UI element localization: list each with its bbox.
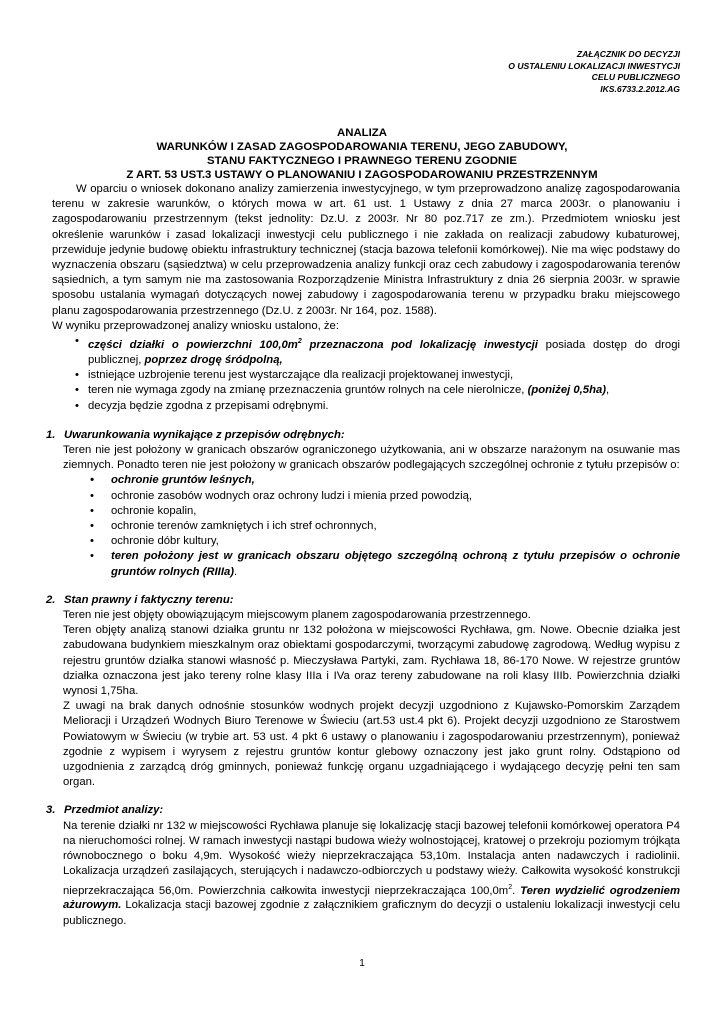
section-2-paragraph: Z uwagi na brak danych odnośnie stosunków wodnych projekt decyzji uzgodniono z Kujawsko-Pomorskim Zarządem Melioracji i Urządzeń Wodnych Biuro Terenowe w Świeciu (art.53 ust.4 pkt 6). Projekt decyzji uzgodniono ze Starostwem Powiatowym w Świeciu (w trybie art. 53 ust. 4 pkt 6 ustawy o planowaniu i zagospodarowaniu przestrzennym), ponieważ zgodnie z wypisem i wyrysem z rejestru gruntów kontur glebowy oznaczony jest jako grunt rolny. Odstąpiono od uzgodnienia z zarządcą dróg gminnych, ponieważ funkcję organu uzgadniającego i wydającego decyzję pełni ten sam organ.: [63, 700, 680, 789]
section-2-paragraph: Teren objęty analizą stanowi działka gruntu nr 132 położona w miejscowości Rychława, gm. Nowe. Obecnie działka jest zabudowana budynkiem mieszkalnym oraz obiektami gospodarczymi, tworzącymi zabudowę zagrodową. Według wypisu z rejestru gruntów działka stanowi własność p. Mieczysława Partyki, zam. Rychława 18, 86-170 Nowe. W rejestrze gruntów działka oznaczona jest jako tereny rolne klasy IIIa i IVa oraz tereny zabudowane na roli klasy IIIb. Powierzchnia działki wynosi 1,75ha.: [63, 624, 680, 698]
header-line-3: CELU PUBLICZNEGO: [591, 72, 680, 82]
intro-findings-lead: W wyniku przeprowadzonej analizy wniosku ustalono, że:: [52, 319, 339, 332]
section-2-paragraph: Teren nie jest objęty obowiązującym miejscowym planem zagospodarowania przestrzennego.: [63, 609, 531, 622]
section-2-heading: 2. Stan prawny i faktyczny terenu:: [46, 593, 234, 606]
finding-item: • teren nie wymaga zgody na zmianę przeznaczenia gruntów rolnych na cele nierolnicze, (poniżej 0,5ha),: [52, 383, 680, 398]
finding-item: • części działki o powierzchni $100,0m^2$ przeznaczona pod lokalizację inwestycji posiada dostęp do drogi publicznej, poprzez drogę śródpolną,: [52, 334, 680, 368]
document-body: [46, 182, 681, 929]
protection-item: • ochronie terenów zamkniętych i ich stref ochronnych,: [63, 519, 680, 534]
protection-item: • ochronie dóbr kultury,: [63, 534, 680, 549]
title-line-1: ANALIZA: [337, 127, 387, 139]
section-2: [46, 593, 680, 791]
section-1-text: Teren nie jest położony w granicach obszarów ograniczonego użytkowania, ani w obszarze narażonym na osuwanie mas ziemnych. Ponadto teren nie jest położony w granicach obszarów podlegających szczególnej ochronie z tytułu przepisów o:: [63, 444, 680, 472]
section-3-text: Na terenie działki nr 132 w miejscowości Rychława planuje się lokalizację stacji bazowej telefonii komórkowej operatora P4 na nieruchomości rolnej. W ramach inwestycji nastąpi budowa wieży wolnostojącej, kratowej o przekroju poziomym trójkąta równobocznego o boku 4,9m. Wysokość wieży nieprzekraczająca 53,10m. Instalacja anten nadawczych i radiolinii. Lokalizacja urządzeń zasilających, sterujących i nadawczo-odbiorczych u podstawy wieży. Całkowita wysokość konstrukcji nieprzekraczająca 56,0m. Powierzchnia całkowita inwestycji nieprzekraczająca $100,0m^2$. Teren wydzielić ogrodzeniem ażurowym. Lokalizacja stacji bazowej zgodnie z załącznikiem graficznym do decyzji o ustaleniu lokalizacji inwestycji celu publicznego.: [63, 819, 680, 927]
section-1: [46, 428, 680, 580]
section-1-heading: 1. Uwarunkowania wynikające z przepisów odrębnych:: [46, 428, 345, 441]
header-line-1: ZAŁĄCZNIK DO DECYZJI: [576, 49, 680, 59]
protection-item: • ochronie gruntów leśnych,: [63, 473, 680, 488]
attachment-header: [508, 49, 680, 95]
findings-list: [52, 334, 680, 414]
title-line-3: STANU FAKTYCZNEGO I PRAWNEGO TERENU ZGODNIE: [207, 155, 517, 167]
section-3: [46, 803, 680, 928]
page-number: 1: [359, 958, 365, 969]
finding-item: • decyzja będzie zgodna z przepisami odrębnymi.: [52, 399, 680, 414]
protection-item: • teren położony jest w granicach obszaru objętego szczególną ochroną z tytułu przepisów o ochronie gruntów rolnych (RIIIa).: [63, 549, 680, 579]
header-line-2: O USTALENIU LOKALIZACJI INWESTYCJI: [508, 60, 680, 71]
title-line-2: WARUNKÓW I ZASAD ZAGOSPODAROWANIA TERENU, JEGO ZABUDOWY,: [156, 141, 568, 153]
document-title: [50, 126, 674, 182]
intro-paragraph: W oparciu o wniosek dokonano analizy zamierzenia inwestycyjnego, w tym przeprowadzono analizę zagospodarowania terenu w zakresie warunków, o których mowa w art. 61 ust. 1 Ustawy z dnia 27 marca 2003r. o planowaniu i zagospodarowaniu przestrzennym (tekst jednolity: Dz.U. z 2003r. Nr 80 poz.717 ze zm.). Przedmiotem wniosku jest określenie warunków i zasad lokalizacji inwestycji celu publicznego i nie zakłada on realizacji zabudowy kubaturowej, przewiduje jedynie budowę obiektu infrastruktury technicznej (stacja bazowa telefonii komórkowej). Nie ma więc podstawy do wyznaczenia obszaru (sąsiedztwa) w celu przeprowadzenia analizy funkcji oraz cech zabudowy i zagospodarowania terenów sąsiednich, a tym samym nie ma zastosowania Rozporządzenie Ministra Infrastruktury z dnia 26 sierpnia 2003r. w sprawie sposobu ustalania wymagań dotyczących nowej zabudowy i zagospodarowania terenu w przypadku braku miejscowego planu zagospodarowania przestrzennego (Dz.U. z 2003r. Nr 164, poz. 1588).: [52, 183, 680, 317]
protection-item: • ochronie zasobów wodnych oraz ochrony ludzi i mienia przed powodzią,: [63, 489, 680, 504]
header-reference-number: IKS.6733.2.2012.AG: [600, 83, 680, 94]
finding-item: • istniejące uzbrojenie terenu jest wystarczające dla realizacji projektowanej inwestycji,: [52, 368, 680, 383]
section-3-heading: 3. Przedmiot analizy:: [46, 804, 164, 817]
protection-item: • ochronie kopalin,: [63, 504, 680, 519]
title-line-4: Z ART. 53 UST.3 USTAWY O PLANOWANIU I ZAGOSPODAROWANIU PRZESTRZENNYM: [126, 169, 598, 181]
protection-list: [63, 473, 680, 579]
